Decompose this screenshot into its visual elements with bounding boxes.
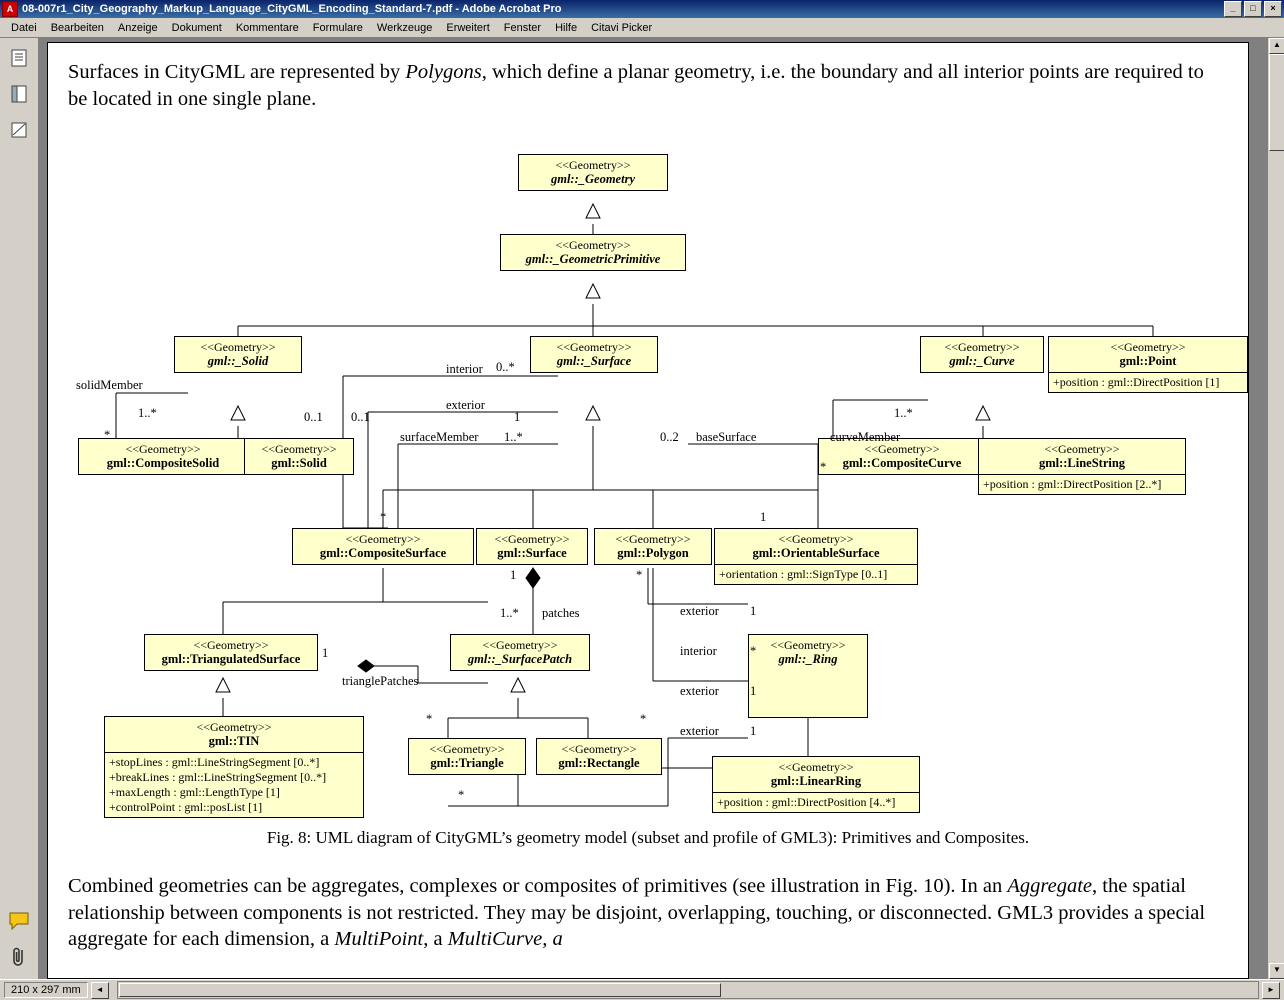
label-mult-0-1-a: 0..1 bbox=[304, 410, 323, 424]
class-name: gml::Rectangle bbox=[558, 756, 640, 771]
label-bottom-star: * bbox=[458, 788, 465, 802]
class-name: gml::CompositeCurve bbox=[842, 456, 962, 471]
stereotype-label: <<Geometry>> bbox=[261, 442, 337, 456]
uml-node-gml-orientablesurface[interactable] bbox=[714, 528, 918, 585]
uml-node-gml-polygon[interactable] bbox=[594, 528, 712, 565]
menu-item-werkzeuge[interactable]: Werkzeuge bbox=[376, 21, 433, 34]
label-exterior-mult: 1 bbox=[514, 410, 521, 424]
stereotype-label: <<Geometry>> bbox=[561, 742, 637, 756]
uml-node-gml-linearring[interactable] bbox=[712, 756, 920, 813]
menu-item-hilfe[interactable]: Hilfe bbox=[555, 21, 578, 34]
class-name: gml::Polygon bbox=[617, 546, 689, 561]
vertical-scrollbar[interactable] bbox=[1267, 38, 1284, 979]
label-exterior-ring-2: exterior bbox=[680, 684, 719, 698]
menu-bar bbox=[0, 18, 1284, 38]
stereotype-label: <<Geometry>> bbox=[864, 442, 940, 456]
horizontal-scrollbar[interactable] bbox=[117, 981, 1259, 999]
label-solid-star: * bbox=[104, 428, 111, 442]
label-curve-star: * bbox=[820, 460, 827, 474]
class-attribute: +orientation : gml::SignType [0..1] bbox=[715, 564, 917, 584]
label-curvemember-mult: 1..* bbox=[894, 406, 913, 420]
label-mult-0-2: 0..2 bbox=[660, 430, 679, 444]
uml-node-gml-surfacepatch[interactable] bbox=[450, 634, 590, 671]
window-buttons bbox=[1224, 1, 1282, 17]
label-mult-0-1-b: 0..1 bbox=[351, 410, 370, 424]
label-surfacemember: surfaceMember bbox=[400, 430, 479, 444]
navigation-pane-rail bbox=[0, 38, 39, 979]
uml-node-gml-rectangle[interactable] bbox=[536, 738, 662, 775]
uml-node-gml-compositesolid[interactable] bbox=[78, 438, 248, 475]
class-name: gml::Point bbox=[1119, 354, 1177, 369]
window-title: 08-007r1_City_Geography_Markup_Language_CityGML_Encoding_Standard-7.pdf - Adobe Acrobat Pro bbox=[22, 3, 562, 15]
status-bar bbox=[0, 979, 1284, 1000]
label-interior-ring-1: interior bbox=[680, 644, 717, 658]
class-name: gml::TIN bbox=[208, 734, 260, 749]
label-triangle-star: * bbox=[426, 712, 433, 726]
acrobat-icon: A bbox=[2, 1, 18, 17]
label-exterior-ring-1-mult: 1 bbox=[750, 604, 757, 618]
stereotype-label: <<Geometry>> bbox=[1044, 442, 1120, 456]
class-name: gml::_Geometry bbox=[550, 172, 635, 187]
class-name: gml::_Solid bbox=[207, 354, 269, 369]
label-exterior-ring-1: exterior bbox=[680, 604, 719, 618]
close-button[interactable]: × bbox=[1264, 1, 1282, 17]
label-basesurface: baseSurface bbox=[696, 430, 757, 444]
scroll-up-button[interactable]: ▲ bbox=[1269, 38, 1284, 54]
uml-diagram bbox=[48, 138, 1248, 818]
class-name: gml::Solid bbox=[271, 456, 327, 471]
label-orientable-one: 1 bbox=[760, 510, 767, 524]
stereotype-label: <<Geometry>> bbox=[482, 638, 558, 652]
label-exterior-ring-3: exterior bbox=[680, 724, 719, 738]
maximize-button[interactable]: □ bbox=[1244, 1, 1262, 17]
class-attribute: +position : gml::DirectPosition [4..*] bbox=[713, 792, 919, 812]
class-name: gml::_Surface bbox=[556, 354, 632, 369]
stereotype-label: <<Geometry>> bbox=[778, 532, 854, 546]
horizontal-scroll-thumb[interactable] bbox=[119, 983, 721, 997]
label-rectangle-star: * bbox=[640, 712, 647, 726]
attachments-panel-icon[interactable] bbox=[7, 945, 31, 969]
menu-item-erweitert[interactable]: Erweitert bbox=[446, 21, 490, 34]
class-name: gml::OrientableSurface bbox=[752, 546, 880, 561]
class-name: gml::TriangulatedSurface bbox=[161, 652, 301, 667]
stereotype-label: <<Geometry>> bbox=[615, 532, 691, 546]
stereotype-label: <<Geometry>> bbox=[200, 340, 276, 354]
menu-item-anzeige[interactable]: Anzeige bbox=[117, 21, 158, 34]
label-exterior: exterior bbox=[446, 398, 485, 412]
pages-panel-icon[interactable] bbox=[7, 46, 31, 70]
minimize-button[interactable]: _ bbox=[1224, 1, 1242, 17]
workspace bbox=[0, 38, 1284, 979]
uml-node-gml-geometry[interactable] bbox=[518, 154, 668, 191]
stereotype-label: <<Geometry>> bbox=[555, 158, 631, 172]
uml-node-gml-compositesurface[interactable] bbox=[292, 528, 474, 565]
class-name: gml::LineString bbox=[1038, 456, 1126, 471]
menu-item-dokument[interactable]: Dokument bbox=[171, 21, 222, 34]
scroll-down-button[interactable]: ▼ bbox=[1269, 963, 1284, 979]
comments-panel-icon[interactable] bbox=[7, 909, 31, 933]
stereotype-label: <<Geometry>> bbox=[196, 720, 272, 734]
uml-node-gml-surface-abstract[interactable] bbox=[530, 336, 658, 373]
label-trianglepatches: trianglePatches bbox=[342, 674, 419, 688]
class-attribute: +position : gml::DirectPosition [2..*] bbox=[979, 474, 1185, 494]
menu-item-datei[interactable]: Datei bbox=[11, 21, 37, 34]
label-solidmember: solidMember bbox=[76, 378, 143, 392]
label-solidmember-mult: 1..* bbox=[138, 406, 157, 420]
class-name: gml::_Curve bbox=[949, 354, 1015, 369]
label-patches: patches bbox=[542, 606, 580, 620]
class-name: gml::_GeometricPrimitive bbox=[525, 252, 661, 267]
stereotype-label: <<Geometry>> bbox=[345, 532, 421, 546]
menu-item-citavi-picker[interactable]: Citavi Picker bbox=[591, 21, 653, 34]
label-surfacemember-mult: 1..* bbox=[504, 430, 523, 444]
label-tin-one: 1 bbox=[322, 646, 329, 660]
signatures-panel-icon[interactable] bbox=[7, 118, 31, 142]
label-compositesurface-star: * bbox=[380, 510, 387, 524]
label-polygon-star: * bbox=[636, 568, 643, 582]
uml-node-gml-surface[interactable] bbox=[476, 528, 588, 565]
stereotype-label: <<Geometry>> bbox=[778, 760, 854, 774]
stereotype-label: <<Geometry>> bbox=[556, 340, 632, 354]
uml-node-gml-curve-abstract[interactable] bbox=[920, 336, 1044, 373]
pdf-page bbox=[47, 42, 1249, 979]
class-attribute: +controlPoint : gml::posList [1] bbox=[109, 799, 263, 814]
page-size-indicator: 210 x 297 mm bbox=[4, 982, 88, 998]
previous-page-button[interactable]: ◄ bbox=[91, 982, 109, 999]
stereotype-label: <<Geometry>> bbox=[125, 442, 201, 456]
uml-node-gml-triangle[interactable] bbox=[408, 738, 526, 775]
uml-node-gml-tin[interactable] bbox=[104, 716, 364, 818]
label-patches-mult: 1..* bbox=[500, 606, 519, 620]
label-interior-ring-1-mult: * bbox=[750, 644, 757, 658]
label-curvemember: curveMember bbox=[830, 430, 901, 444]
class-attribute: +position : gml::DirectPosition [1] bbox=[1049, 372, 1247, 392]
class-name: gml::LinearRing bbox=[770, 774, 862, 789]
stereotype-label: <<Geometry>> bbox=[429, 742, 505, 756]
vertical-scroll-thumb[interactable] bbox=[1269, 54, 1284, 151]
class-name: gml::Triangle bbox=[430, 756, 504, 771]
uml-node-gml-linestring[interactable] bbox=[978, 438, 1186, 495]
menu-item-fenster[interactable]: Fenster bbox=[503, 21, 542, 34]
paragraph-bottom: Combined geometries can be aggregates, complexes or composites of primitives (see illustration in Fig. 10). In an Aggregate, the spatial relationship between components is not restricted. They may be disjoint, overlapping, touching, or disconnected. GML3 provides a special aggregate for each dimension, a MultiPoint, a MultiCurve, a bbox=[68, 875, 1206, 951]
stereotype-label: <<Geometry>> bbox=[494, 532, 570, 546]
menu-item-bearbeiten[interactable]: Bearbeiten bbox=[50, 21, 104, 34]
class-attribute: +stopLines : gml::LineStringSegment [0..*] bbox=[109, 754, 320, 769]
class-attributes bbox=[105, 752, 363, 817]
figure-caption: Fig. 8: UML diagram of CityGML’s geometry model (subset and profile of GML3): Primitives and Composites. bbox=[266, 828, 1030, 847]
class-attribute: +breakLines : gml::LineStringSegment [0..*] bbox=[109, 769, 327, 784]
menu-item-kommentare[interactable]: Kommentare bbox=[235, 21, 299, 34]
class-name: gml::CompositeSurface bbox=[319, 546, 447, 561]
stereotype-label: <<Geometry>> bbox=[1110, 340, 1186, 354]
uml-node-gml-ring[interactable] bbox=[748, 634, 868, 718]
label-exterior-ring-2-mult: 1 bbox=[750, 684, 757, 698]
bookmarks-panel-icon[interactable] bbox=[7, 82, 31, 106]
stereotype-label: <<Geometry>> bbox=[944, 340, 1020, 354]
uml-node-gml-point[interactable] bbox=[1048, 336, 1248, 393]
label-interior: interior bbox=[446, 362, 483, 376]
window-titlebar bbox=[0, 0, 1284, 18]
label-exterior-ring-3-mult: 1 bbox=[750, 724, 757, 738]
class-name: gml::CompositeSolid bbox=[106, 456, 220, 471]
stereotype-label: <<Geometry>> bbox=[770, 638, 846, 652]
stereotype-label: <<Geometry>> bbox=[193, 638, 269, 652]
class-name: gml::_Ring bbox=[778, 652, 838, 667]
next-page-button[interactable]: ► bbox=[1262, 982, 1280, 999]
class-name: gml::_SurfacePatch bbox=[467, 652, 573, 667]
uml-node-gml-geometricprimitive[interactable] bbox=[500, 234, 686, 271]
uml-node-gml-solid[interactable] bbox=[244, 438, 354, 475]
label-patches-one: 1 bbox=[510, 568, 517, 582]
class-attribute: +maxLength : gml::LengthType [1] bbox=[109, 784, 280, 799]
uml-node-gml-solid-abstract[interactable] bbox=[174, 336, 302, 373]
label-interior-mult: 0..* bbox=[496, 360, 515, 374]
class-name: gml::Surface bbox=[497, 546, 567, 561]
uml-node-gml-triangulatedsurface[interactable] bbox=[144, 634, 318, 671]
document-viewport[interactable] bbox=[39, 38, 1284, 979]
stereotype-label: <<Geometry>> bbox=[555, 238, 631, 252]
paragraph-top: Surfaces in CityGML are represented by Polygons, which define a planar geometry, i.e. the boundary and all interior points are required to be located in one single plane. bbox=[68, 61, 1204, 110]
menu-item-formulare[interactable]: Formulare bbox=[312, 21, 363, 34]
